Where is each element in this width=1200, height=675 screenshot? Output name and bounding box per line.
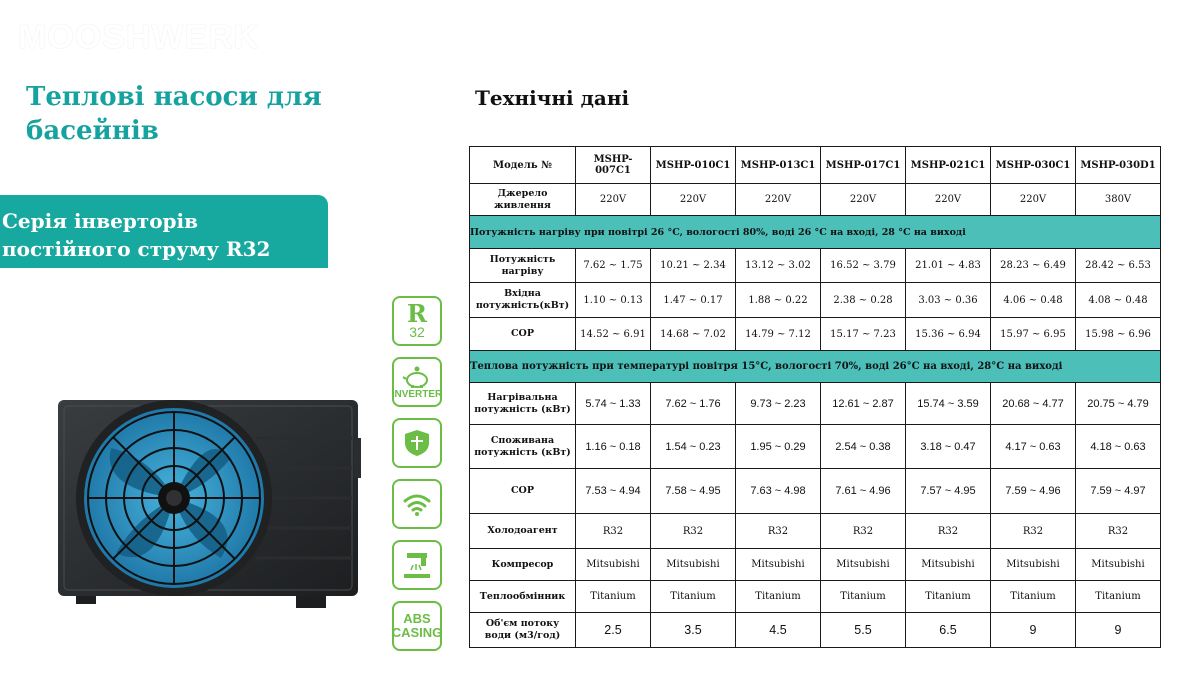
specs-table — [469, 146, 1161, 648]
cell: 14.52 ~ 6.91 — [576, 318, 651, 351]
cell: 20.68 ~ 4.77 — [991, 383, 1076, 425]
cell: 3.5 — [651, 613, 736, 648]
cell: 6.5 — [906, 613, 991, 648]
brand-logo: MOOSHWERK — [18, 18, 260, 56]
table-row — [470, 383, 1161, 425]
specs-title: Технічні дані — [475, 86, 630, 110]
cell: 7.53 ~ 4.94 — [576, 469, 651, 514]
r32-number: 32 — [409, 324, 425, 340]
cell: 10.21 ~ 2.34 — [651, 249, 736, 283]
cell: Mitsubishi — [1076, 549, 1161, 581]
table-row — [470, 184, 1161, 216]
cell: 220V — [906, 184, 991, 216]
r32-letter: R — [407, 299, 427, 328]
cell: 2.38 ~ 0.28 — [821, 283, 906, 318]
cell: 14.68 ~ 7.02 — [651, 318, 736, 351]
model-col: MSHP-007C1 — [576, 147, 651, 184]
heat-pump-image — [56, 398, 361, 613]
cell: 4.17 ~ 0.63 — [991, 425, 1076, 469]
cell: R32 — [1076, 514, 1161, 549]
cell: 7.57 ~ 4.95 — [906, 469, 991, 514]
row-label: Споживана потужність (кВт) — [470, 425, 576, 469]
cell: 3.18 ~ 0.47 — [906, 425, 991, 469]
cell: 1.95 ~ 0.29 — [736, 425, 821, 469]
cell: 28.42 ~ 6.53 — [1076, 249, 1161, 283]
cell: 3.03 ~ 0.36 — [906, 283, 991, 318]
cell: 1.10 ~ 0.13 — [576, 283, 651, 318]
shield-badge — [392, 418, 442, 468]
model-header-row — [470, 147, 1161, 184]
cell: 7.62 ~ 1.75 — [576, 249, 651, 283]
cell: 9.73 ~ 2.23 — [736, 383, 821, 425]
model-col: MSHP-017C1 — [821, 147, 906, 184]
cell: 4.18 ~ 0.63 — [1076, 425, 1161, 469]
shield-icon — [403, 428, 431, 458]
table-row — [470, 514, 1161, 549]
cell: 15.36 ~ 6.94 — [906, 318, 991, 351]
model-col: MSHP-013C1 — [736, 147, 821, 184]
inverter-label: INVERTER — [391, 388, 443, 400]
cell: 220V — [576, 184, 651, 216]
cell: 2.5 — [576, 613, 651, 648]
cell: Titanium — [736, 581, 821, 613]
cell: Titanium — [1076, 581, 1161, 613]
cell: R32 — [576, 514, 651, 549]
cell: 220V — [991, 184, 1076, 216]
cell: 13.12 ~ 3.02 — [736, 249, 821, 283]
section-title: Теплова потужність при температурі повітря 15°C, вологості 70%, воді 26°C на вході, 28°C на виході — [470, 351, 1161, 383]
cell: Mitsubishi — [576, 549, 651, 581]
model-col: MSHP-030C1 — [991, 147, 1076, 184]
cell: 12.61 ~ 2.87 — [821, 383, 906, 425]
cell: 4.06 ~ 0.48 — [991, 283, 1076, 318]
row-label: Джерело живлення — [470, 184, 576, 216]
cell: 380V — [1076, 184, 1161, 216]
cell: 28.23 ~ 6.49 — [991, 249, 1076, 283]
table-row — [470, 581, 1161, 613]
casing-label: CASING — [391, 625, 443, 640]
cell: 16.52 ~ 3.79 — [821, 249, 906, 283]
cell: Titanium — [651, 581, 736, 613]
cell: Titanium — [576, 581, 651, 613]
cell: 15.17 ~ 7.23 — [821, 318, 906, 351]
cell: 220V — [821, 184, 906, 216]
spray-corrosion-icon — [401, 550, 433, 580]
cell: 220V — [736, 184, 821, 216]
section-title: Потужність нагріву при повітрі 26 °C, вологості 80%, воді 26 °C на вході, 28 °C на виході — [470, 216, 1161, 249]
cell: 220V — [651, 184, 736, 216]
model-col: MSHP-021C1 — [906, 147, 991, 184]
page-title: Теплові насоси для басейнів — [26, 82, 322, 146]
cell: R32 — [736, 514, 821, 549]
cell: 15.74 ~ 3.59 — [906, 383, 991, 425]
row-label: COP — [470, 469, 576, 514]
cell: Mitsubishi — [906, 549, 991, 581]
cell: 7.59 ~ 4.96 — [991, 469, 1076, 514]
cell: 1.88 ~ 0.22 — [736, 283, 821, 318]
table-row — [470, 549, 1161, 581]
model-header-label: Модель № — [470, 147, 576, 184]
row-label: Вхідна потужність(кВт) — [470, 283, 576, 318]
wifi-icon — [402, 491, 432, 517]
cell: 7.61 ~ 4.96 — [821, 469, 906, 514]
abs-label: ABS — [403, 611, 431, 626]
cell: 1.47 ~ 0.17 — [651, 283, 736, 318]
cell: 7.58 ~ 4.95 — [651, 469, 736, 514]
cell: 5.74 ~ 1.33 — [576, 383, 651, 425]
table-row — [470, 283, 1161, 318]
table-row — [470, 613, 1161, 648]
cell: 2.54 ~ 0.38 — [821, 425, 906, 469]
table-row — [470, 249, 1161, 283]
feature-badges — [392, 296, 444, 662]
cell: R32 — [821, 514, 906, 549]
abs-casing-badge — [392, 601, 442, 651]
table-row — [470, 425, 1161, 469]
cell: Mitsubishi — [821, 549, 906, 581]
cell: Titanium — [821, 581, 906, 613]
section-header-row — [470, 351, 1161, 383]
table-row — [470, 318, 1161, 351]
cell: 15.98 ~ 6.96 — [1076, 318, 1161, 351]
cell: Mitsubishi — [736, 549, 821, 581]
row-label: Нагрівальна потужність (кВт) — [470, 383, 576, 425]
cell: R32 — [906, 514, 991, 549]
cell: 5.5 — [821, 613, 906, 648]
inverter-badge — [392, 357, 442, 407]
cell: 4.5 — [736, 613, 821, 648]
series-banner — [0, 195, 328, 268]
series-title: Серія інверторів постійного струму R32 — [2, 209, 271, 261]
cell: Mitsubishi — [991, 549, 1076, 581]
cell: R32 — [651, 514, 736, 549]
cell: Mitsubishi — [651, 549, 736, 581]
cell: 7.62 ~ 1.76 — [651, 383, 736, 425]
inverter-piggy-bank-icon — [402, 365, 432, 389]
cell: 15.97 ~ 6.95 — [991, 318, 1076, 351]
row-label: Потужність нагріву — [470, 249, 576, 283]
r32-badge — [392, 296, 442, 346]
row-label: Теплообмінник — [470, 581, 576, 613]
row-label: Об'єм потоку води (м3/год) — [470, 613, 576, 648]
model-col: MSHP-010C1 — [651, 147, 736, 184]
cell: 9 — [991, 613, 1076, 648]
cell: 1.16 ~ 0.18 — [576, 425, 651, 469]
model-col: MSHP-030D1 — [1076, 147, 1161, 184]
cell: Titanium — [991, 581, 1076, 613]
cell: 7.59 ~ 4.97 — [1076, 469, 1161, 514]
cell: 14.79 ~ 7.12 — [736, 318, 821, 351]
cell: 7.63 ~ 4.98 — [736, 469, 821, 514]
cell: 1.54 ~ 0.23 — [651, 425, 736, 469]
row-label: Компресор — [470, 549, 576, 581]
cell: 20.75 ~ 4.79 — [1076, 383, 1161, 425]
row-label: COP — [470, 318, 576, 351]
cell: Titanium — [906, 581, 991, 613]
table-row — [470, 469, 1161, 514]
anticorrosion-badge — [392, 540, 442, 590]
row-label: Холодоагент — [470, 514, 576, 549]
section-header-row — [470, 216, 1161, 249]
cell: 21.01 ~ 4.83 — [906, 249, 991, 283]
cell: 9 — [1076, 613, 1161, 648]
cell: 4.08 ~ 0.48 — [1076, 283, 1161, 318]
cell: R32 — [991, 514, 1076, 549]
wifi-badge — [392, 479, 442, 529]
